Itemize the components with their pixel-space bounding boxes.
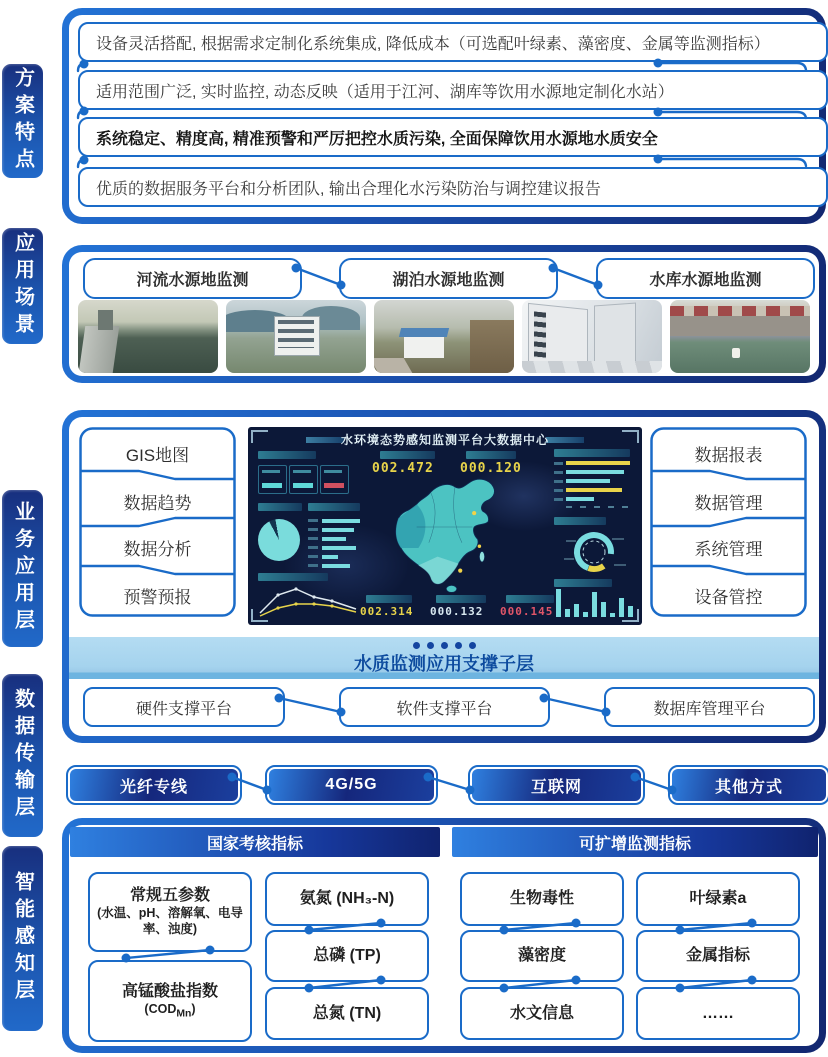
scenario-label-river <box>83 258 302 299</box>
feature-text: 系统稳定、精度高, 精准预警和严厉把控水质污染, 全面保障饮用水源地水质安全 <box>96 130 658 148</box>
buildings-red-roofs <box>670 306 810 316</box>
item-subtitle: (水温、pH、溶解氧、电导率、浊度) <box>97 906 243 936</box>
pill-label: 4G/5G <box>269 769 434 801</box>
pier <box>79 326 120 373</box>
pill-label: 光纤专线 <box>70 769 238 801</box>
business-item <box>79 441 236 466</box>
panel-label-bar <box>258 451 316 459</box>
transport-pill-4g5g <box>265 765 438 805</box>
item-subtitle: $(COD_{Mn})$ <box>144 1001 196 1020</box>
stat-card <box>320 465 349 494</box>
sidebar-tab-business <box>2 490 43 647</box>
float-buoy <box>732 348 740 358</box>
trees <box>470 320 514 373</box>
business-item-label: 数据报表 <box>694 446 763 465</box>
sensing-header-national <box>70 827 440 857</box>
business-item <box>79 583 236 608</box>
line-chart <box>256 583 368 621</box>
tower <box>98 310 113 330</box>
vertical-bar-chart <box>554 587 636 621</box>
business-item <box>650 583 807 608</box>
tab-label: 业务应用层 <box>11 501 34 636</box>
item-title: …… <box>702 1004 734 1022</box>
sidebar-tab-transport <box>2 674 43 837</box>
business-item <box>79 489 236 514</box>
transport-pill-other <box>668 765 828 805</box>
sensing-section <box>62 818 826 1053</box>
sensing-item-five-params <box>88 872 252 952</box>
sensing-item-tp <box>265 930 429 982</box>
stat-card <box>289 465 318 494</box>
china-map <box>360 473 550 595</box>
item-title: 氨氮 (NH₃-N) <box>299 890 395 907</box>
business-item <box>79 535 236 560</box>
platform-hardware <box>83 687 285 727</box>
business-item <box>650 441 807 466</box>
sidebar-tab-sensing <box>2 846 43 1031</box>
tab-label: 方案特点 <box>11 67 34 175</box>
business-item <box>650 489 807 514</box>
panel-label-bar <box>506 595 554 603</box>
item-title: 常规五参数 <box>129 887 210 905</box>
business-item-label: 系统管理 <box>694 540 763 559</box>
platform-label: 硬件支撑平台 <box>135 700 232 718</box>
cabinet-slots <box>534 311 546 358</box>
business-right-column <box>650 427 807 617</box>
feature-text: 优质的数据服务平台和分析团队, 输出合理化水污染防治与调控建议报告 <box>96 180 601 198</box>
feature-row <box>78 22 828 62</box>
sensing-item-biotoxicity <box>460 872 624 926</box>
item-title: 藻密度 <box>517 947 566 964</box>
item-title: 总氮 (TN) <box>312 1004 382 1022</box>
pill-label: 互联网 <box>472 769 641 801</box>
tab-label: 数据传输层 <box>11 688 34 823</box>
station-building-photo <box>226 300 366 373</box>
business-section <box>62 410 826 743</box>
header-label: 可扩增监测指标 <box>578 835 691 853</box>
support-band-label: 水质监测应用支撑子层 <box>354 654 534 674</box>
scenario-text: 湖泊水源地监测 <box>392 272 505 289</box>
sidebar-tab-scenarios <box>2 228 43 344</box>
sensing-item-hydrology <box>460 987 624 1040</box>
scenario-text: 水库水源地监测 <box>649 272 762 289</box>
business-item <box>650 535 807 560</box>
house <box>404 334 444 358</box>
windows <box>278 320 314 348</box>
business-left-column <box>79 427 236 617</box>
river-dam-photo <box>78 300 218 373</box>
scenario-label-lake <box>339 258 558 299</box>
feature-row <box>78 70 828 110</box>
tab-label: 应用场景 <box>11 232 34 340</box>
reservoir-photo <box>670 300 810 373</box>
business-item-label: 数据趋势 <box>123 494 192 513</box>
blue-roof <box>399 328 449 337</box>
feature-row <box>78 117 828 157</box>
panel-label-bar <box>258 503 302 511</box>
sidebar-tab-features <box>2 64 43 178</box>
item-title: 水文信息 <box>509 1004 574 1022</box>
scenario-text: 河流水源地监测 <box>136 272 249 289</box>
panel-label-bar <box>436 595 486 603</box>
stat-card <box>258 465 287 494</box>
panel-label-bar <box>258 573 328 581</box>
business-item-label: 预警预报 <box>123 588 192 607</box>
path <box>374 358 412 373</box>
sensing-item-permanganate <box>88 960 252 1042</box>
panel-label-bar <box>366 595 412 603</box>
kpi-number: 000.132 <box>430 605 484 618</box>
business-item-label: 数据管理 <box>694 494 763 513</box>
transport-pill-internet <box>468 765 645 805</box>
sensing-header-expandable <box>452 827 818 857</box>
sensing-item-algae <box>460 930 624 982</box>
panel-label-bar <box>466 451 516 459</box>
feature-row <box>78 167 828 207</box>
pie-chart <box>258 519 300 561</box>
transport-pill-fiber <box>66 765 242 805</box>
business-item-label: 数据分析 <box>123 540 192 559</box>
feature-text: 设备灵活搭配, 根据需求定制化系统集成, 降低成本（可选配叶绿素、藻密度、金属等监测指标） <box>96 35 770 53</box>
platform-database <box>604 687 815 727</box>
donut-chart <box>562 527 632 577</box>
platform-label: 数据库管理平台 <box>653 700 766 718</box>
sensing-item-chlorophyll <box>636 872 800 926</box>
tiled-floor <box>522 361 662 373</box>
scenario-label-reservoir <box>596 258 815 299</box>
panel-label-bar <box>554 449 630 457</box>
panel-label-bar <box>554 517 606 525</box>
panel-label-bar <box>380 451 435 459</box>
item-title: 叶绿素a <box>689 890 747 907</box>
item-title: 总磷 (TP) <box>313 947 381 964</box>
item-title: 生物毒性 <box>509 890 574 907</box>
business-item-label: 设备管控 <box>694 588 763 607</box>
platform-software <box>339 687 550 727</box>
panel-label-bar <box>554 579 612 587</box>
wetland-station-photo <box>374 300 514 373</box>
item-title: 金属指标 <box>685 947 750 964</box>
kpi-number: 002.314 <box>360 605 414 618</box>
bar-list-chart <box>308 517 363 569</box>
feature-text: 适用范围广泛, 实时监控, 动态反映（适用于江河、湖库等饮用水源地定制化水站） <box>96 83 674 101</box>
horizontal-bar-chart <box>554 459 636 511</box>
support-band <box>69 637 819 679</box>
header-label: 国家考核指标 <box>206 835 303 853</box>
cabinet <box>594 303 636 370</box>
panel-label-bar <box>308 503 360 511</box>
tab-label: 智能感知层 <box>11 871 34 1006</box>
dashboard-title: 水环境态势感知监测平台大数据中心 <box>340 433 549 447</box>
band-dots <box>413 642 476 649</box>
sensing-item-tn <box>265 987 429 1040</box>
equipment-room-photo <box>522 300 662 373</box>
item-title: 高锰酸盐指数 <box>121 982 218 1000</box>
sensing-item-ammonia <box>265 872 429 926</box>
kpi-number: 000.120 <box>460 461 522 476</box>
dam-wall <box>670 316 810 336</box>
platform-label: 软件支撑平台 <box>396 700 493 718</box>
sensing-item-metals <box>636 930 800 982</box>
sensing-item-more <box>636 987 800 1040</box>
kpi-number: 002.472 <box>372 461 434 476</box>
dashboard-screenshot <box>248 427 642 625</box>
pill-label: 其他方式 <box>672 769 826 801</box>
business-item-label: GIS地图 <box>125 446 190 465</box>
kpi-number: 000.145 <box>500 605 554 618</box>
features-section <box>62 8 826 224</box>
scenarios-section <box>62 245 826 383</box>
